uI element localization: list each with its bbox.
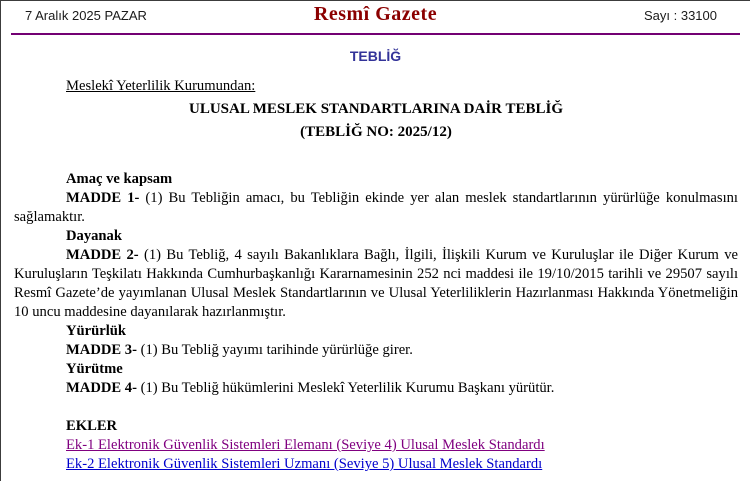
gazette-masthead — [1, 1, 750, 30]
document-body — [1, 77, 750, 474]
article-2-text: (1) Bu Tebliğ, 4 sayılı Bakanlıklara Bağlı, İlgili, İlişkili Kurum ve Kuruluşlar ile Diğer Kurum ve Kuruluşların Teşkilatı Hakkında Cumhurbaşkanlığı Kararnamesinin 252 nci maddesi ile 19/10/2015 tarihli ve 29507 sayılı Resmî Gazete’de yayımlanan Ulusal Meslek Standartlarının ve Ulusal Yeterliliklerin Hazırlanması Hakkında Yönetmeliğin 10 uncu maddesine dayanılarak hazırlanmıştır. — [14, 247, 739, 320]
article-3-heading: Yürürlük — [66, 323, 127, 339]
document-subtitle: (TEBLİĞ NO: 2025/12) — [300, 124, 452, 140]
section-banner-teblig: TEBLİĞ — [349, 48, 402, 64]
article-3-paragraph — [14, 341, 738, 360]
gazette-title: Resmî Gazete — [313, 3, 438, 25]
article-3-label: MADDE 3- — [66, 342, 137, 358]
attachments-heading: EKLER — [66, 418, 118, 434]
article-4-paragraph — [14, 379, 738, 398]
masthead-divider — [11, 33, 740, 35]
issuer-line — [14, 77, 738, 96]
article-1-heading: Amaç ve kapsam — [66, 171, 173, 187]
attachment-item — [14, 455, 738, 474]
article-4-text: (1) Bu Tebliğ hükümlerini Meslekî Yeterlilik Kurumu Başkanı yürütür. — [140, 380, 555, 396]
gazette-issue-number: Sayı : 33100 — [644, 8, 717, 23]
article-1-paragraph — [14, 189, 738, 227]
attachment-item — [14, 436, 738, 455]
article-1-label: MADDE 1- — [66, 190, 140, 206]
attachment-link-ek2[interactable]: Ek-2 Elektronik Güvenlik Sistemleri Uzmanı (Seviye 5) Ulusal Meslek Standardı — [66, 456, 543, 472]
article-3-text: (1) Bu Tebliğ yayımı tarihinde yürürlüğe girer. — [140, 342, 413, 358]
document-title: ULUSAL MESLEK STANDARTLARINA DAİR TEBLİĞ — [188, 101, 563, 117]
article-1-text: (1) Bu Tebliğin amacı, bu Tebliğin ekinde yer alan meslek standartlarının yürürlüğe konulmasını sağlamaktır. — [14, 190, 738, 225]
attachment-link-ek1[interactable]: Ek-1 Elektronik Güvenlik Sistemleri Elemanı (Seviye 4) Ulusal Meslek Standardı — [66, 437, 545, 453]
article-2-paragraph — [14, 246, 738, 322]
gazette-date: 7 Aralık 2025 PAZAR — [25, 8, 147, 23]
article-4-label: MADDE 4- — [66, 380, 137, 396]
article-4-heading: Yürütme — [66, 361, 123, 377]
article-2-label: MADDE 2- — [66, 247, 139, 263]
article-2-heading: Dayanak — [66, 228, 122, 244]
issuer-text: Meslekî Yeterlilik Kurumundan: — [66, 78, 256, 94]
